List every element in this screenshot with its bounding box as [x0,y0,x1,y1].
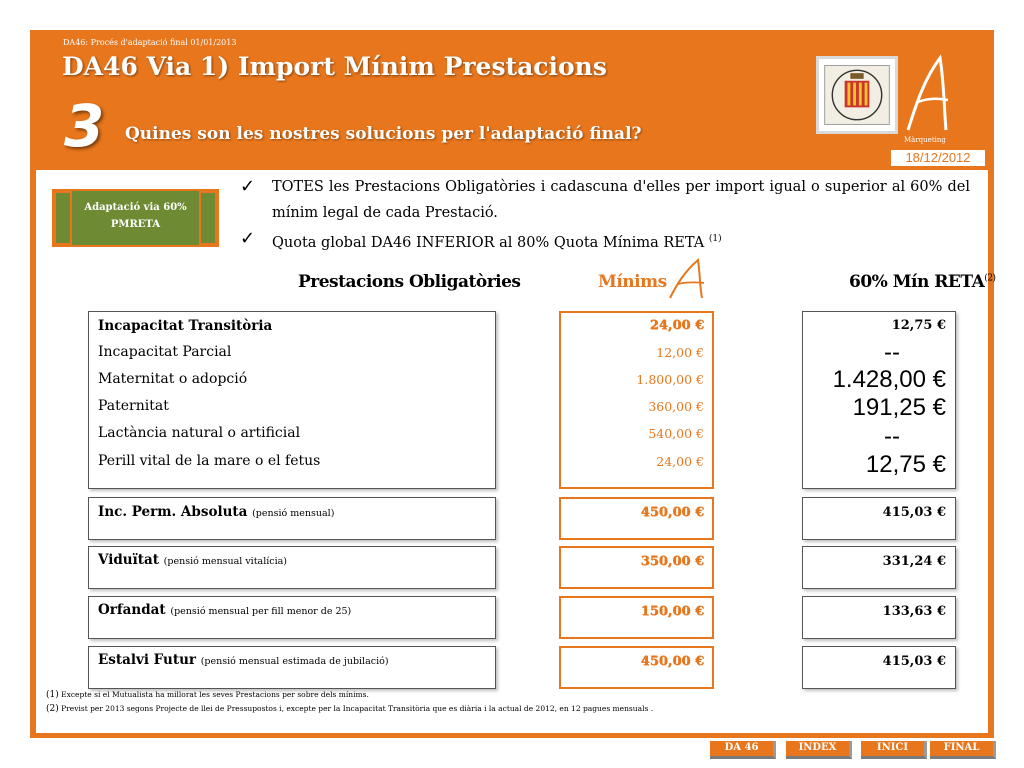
slide-question: Quines son les nostres solucions per l'adaptació final? [125,124,642,144]
reta-head-text: 60% Mín RETA [849,272,985,292]
badge-line-1: Adaptació via 60% [84,202,187,213]
bullet-item [240,174,970,226]
footnote-2 [46,702,653,716]
footnote-text: Excepte si el Mutualista ha millorat les seves Prestacions per sobre dels mínims. [61,690,369,699]
row-label: Paternitat [98,398,169,414]
checkmark-icon: ✓ [240,176,256,197]
footnote-mark: (1) [46,690,59,700]
minim-value: 360,00 € [648,399,704,414]
page-title: DA46 Via 1) Import Mínim Prestacions [62,52,607,81]
bullet-text: TOTES les Prestacions Obligatòries i cadascuna d'elles per import igual o superior al 60% del mínim legal de cada Prestació. [272,179,970,221]
nav-button-inici[interactable]: INICI [861,741,927,759]
pension-name: Viduïtat [98,552,159,568]
date-badge: 18/12/2012 [890,149,986,167]
reta-value: 1.428,00 € [832,366,946,393]
pension-name: Orfandat [98,602,166,618]
pension-reta: 133,63 € [882,604,946,619]
pension-minim: 450,00 € [640,505,704,520]
pension-name: Estalvi Futur [98,652,197,668]
footnote-mark: (2) [46,704,59,714]
reta-head-ref: (2) [984,273,996,284]
pension-reta: 415,03 € [882,505,946,520]
pension-reta: 415,03 € [882,654,946,669]
reta-value: -- [884,423,900,450]
nav-button-final[interactable]: FINAL [930,741,996,759]
row-label: Incapacitat Transitòria [98,318,273,334]
pension-minim: 150,00 € [640,604,704,619]
minim-value: 540,00 € [648,426,704,441]
bullet-item [240,226,970,256]
slide-number: 3 [64,92,105,160]
footnote-1 [46,688,653,702]
marqueting-a-icon [900,52,960,134]
row-label: Incapacitat Parcial [98,344,232,360]
pension-minim: 450,00 € [640,654,704,669]
minim-value: 24,00 € [649,318,704,333]
minim-value: 1.800,00 € [636,372,704,387]
checkmark-icon: ✓ [240,228,256,249]
badge-line-2: PMRETA [110,219,161,230]
footnotes [46,688,653,716]
pension-minim: 350,00 € [640,554,704,569]
pension-label [98,552,287,568]
pension-note: (pensió mensual vitalícia) [163,556,288,567]
marqueting-label: Màrqueting [904,136,946,144]
row-label: Maternitat o adopció [98,371,248,387]
pension-label [98,602,351,618]
minim-value: 12,00 € [656,345,704,360]
reta-value: -- [884,339,900,366]
marqueting-a-small-icon [664,258,716,300]
column-head-prestacions: Prestacions Obligatòries [298,272,521,292]
reta-value: 12,75 € [891,318,946,333]
pension-name: Inc. Perm. Absoluta [98,504,248,520]
badge-right-bar [199,191,217,245]
row-label: Lactància natural o artificial [98,425,301,441]
reta-value: 191,25 € [852,394,946,421]
footnote-text: Previst per 2013 segons Projecte de llei de Pressupostos i, excepte per la Incapacitat Transitòria que es diària i la actual de 2012, en 12 pagues mensuals . [61,704,654,713]
bullet-list [240,174,970,256]
badge-left-bar [54,191,72,245]
column-head-minims: Mínims [598,272,667,292]
pension-note: (pensió mensual estimada de jubilació) [200,656,389,667]
pension-label [98,652,389,668]
column-head-reta [849,272,996,292]
pension-note: (pensió mensual) [252,508,335,519]
college-logo [816,56,898,134]
bullet-text: Quota global DA46 INFERIOR al 80% Quota Mínima RETA [272,234,709,251]
nav-button-index[interactable]: INDEX [786,741,852,759]
pension-reta: 331,24 € [882,554,946,569]
reta-value: 12,75 € [865,451,946,478]
pension-label [98,504,334,520]
breadcrumb: DA46: Procés d'adaptació final 01/01/2013 [63,38,237,47]
footnote-ref: (1) [708,234,722,244]
pension-note: (pensió mensual per fill menor de 25) [170,606,352,617]
college-seal-icon [819,59,895,131]
nav-button-da46[interactable]: DA 46 [710,741,776,759]
minim-value: 24,00 € [656,454,704,469]
adaptation-badge [52,189,219,247]
row-label: Perill vital de la mare o el fetus [98,453,321,469]
